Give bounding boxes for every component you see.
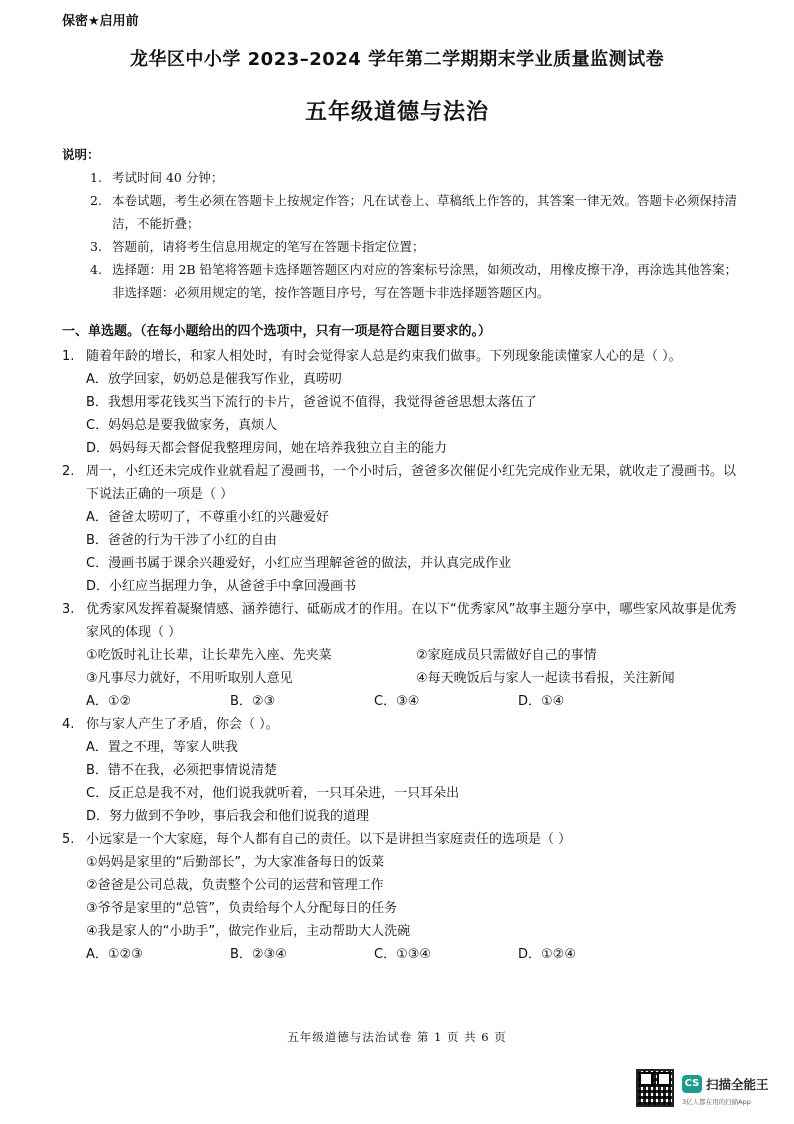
instruction-number: 3.	[90, 239, 102, 254]
option-b: B．错不在我，必须把事情说清楚	[86, 763, 277, 778]
statement-3: ③爷爷是家里的“总管”，负责给每个人分配每日的任务	[86, 901, 398, 916]
statement-4: ④我是家人的“小助手”，做完作业后，主动帮助大人洗碗	[86, 924, 411, 939]
question-3	[62, 598, 742, 644]
option-a: A．置之不理，等家人哄我	[86, 740, 238, 755]
choice-d: D．①④	[518, 694, 565, 709]
camscanner-logo-icon: CS	[682, 1075, 702, 1093]
option-a: A．放学回家，奶奶总是催我写作业，真唠叨	[86, 372, 342, 387]
question-1	[62, 345, 742, 368]
choice-a: A．①②③	[86, 947, 143, 962]
question-number: 3.	[62, 602, 75, 617]
statement-1: ①妈妈是家里的“后勤部长”，为大家准备每日的饭菜	[86, 855, 385, 870]
instruction-number: 4.	[90, 262, 102, 277]
statement-row	[62, 644, 742, 667]
question-number: 1.	[62, 349, 75, 364]
option-d: D．妈妈每天都会督促我整理房间，她在培养我独立自主的能力	[86, 441, 448, 456]
question-stem: 小远家是一个大家庭，每个人都有自己的责任。以下是讲担当家庭责任的选项是（ ）	[86, 832, 572, 847]
instruction-item	[62, 235, 742, 258]
statement-4: ④每天晚饭后与家人一起读书看报，关注新闻	[416, 671, 675, 686]
instructions-heading: 说明：	[62, 147, 100, 162]
option-c: C．漫画书属于课余兴趣爱好，小红应当理解爸爸的做法，并认真完成作业	[86, 556, 512, 571]
statement-3: ③凡事尽力就好，不用听取别人意见	[86, 671, 293, 686]
question-number: 5.	[62, 832, 75, 847]
instruction-text: 选择题：用 2B 铅笔将答题卡选择题答题区内对应的答案标号涂黑，如须改动，用橡皮擦干净，再涂选其他答案；非选择题：必须用规定的笔，按作答题目序号，写在答题卡非选择题答题区内。	[112, 262, 738, 300]
instructions	[62, 143, 742, 304]
choice-c: C．③④	[374, 694, 420, 709]
watermark-app-name: 扫描全能王	[706, 1077, 769, 1092]
choice-d: D．①②④	[518, 947, 576, 962]
choice-c: C．①③④	[374, 947, 432, 962]
question-5	[62, 828, 742, 851]
page-footer: 五年级道德与法治试卷 第 1 页 共 6 页	[287, 1030, 507, 1044]
confidential-label: 保密★启用前	[62, 14, 139, 29]
question-number: 2.	[62, 464, 75, 479]
option-b: B．我想用零花钱买当下流行的卡片，爸爸说不值得，我觉得爸爸思想太落伍了	[86, 395, 537, 410]
question-2	[62, 460, 742, 506]
instruction-text: 考试时间 40 分钟；	[112, 170, 224, 185]
statement-2: ②爸爸是公司总裁，负责整个公司的运营和管理工作	[86, 878, 384, 893]
question-4	[62, 713, 742, 736]
qr-code-icon	[636, 1069, 674, 1107]
instruction-number: 2.	[90, 193, 102, 208]
question-stem: 随着年龄的增长，和家人相处时，有时会觉得家人总是约束我们做事。下列现象能读懂家人心的是（ ）。	[86, 349, 682, 364]
question-list	[62, 345, 742, 966]
option-d: D．努力做到不争吵，事后我会和他们说我的道理	[86, 809, 370, 824]
option-c: C．反正总是我不对，他们说我就听着，一只耳朵进，一只耳朵出	[86, 786, 460, 801]
question-number: 4.	[62, 717, 75, 732]
instruction-text: 答题前，请将考生信息用规定的笔写在答题卡指定位置；	[112, 239, 425, 254]
choice-row	[62, 943, 742, 966]
choice-a: A．①②	[86, 694, 132, 709]
choice-row	[62, 690, 742, 713]
question-stem: 你与家人产生了矛盾，你会（ ）。	[86, 717, 279, 732]
choice-b: B．②③④	[230, 947, 287, 962]
section-heading: 一、单选题。（在每小题给出的四个选项中，只有一项是符合题目要求的。）	[62, 324, 492, 339]
instruction-number: 1.	[90, 170, 102, 185]
statement-row	[62, 667, 742, 690]
option-b: B．爸爸的行为干涉了小红的自由	[86, 533, 277, 548]
instruction-item	[62, 189, 742, 235]
statement-1: ①吃饭时礼让长辈，让长辈先入座、先夹菜	[86, 648, 332, 663]
choice-b: B．②③	[230, 694, 276, 709]
option-d: D．小红应当据理力争，从爸爸手中拿回漫画书	[86, 579, 357, 594]
option-c: C．妈妈总是要我做家务，真烦人	[86, 418, 278, 433]
option-a: A．爸爸太唠叨了，不尊重小红的兴趣爱好	[86, 510, 329, 525]
exam-title: 龙华区中小学 2023–2024 学年第二学期期末学业质量监测试卷	[129, 49, 665, 70]
instruction-item	[62, 166, 742, 189]
instruction-item	[62, 258, 742, 304]
subject-title: 五年级道德与法治	[304, 100, 489, 125]
question-stem: 周一，小红还未完成作业就看起了漫画书，一个小时后，爸爸多次催促小红先完成作业无果，就收走了漫画书。以下说法正确的一项是（ ）	[86, 464, 737, 502]
instruction-text: 本卷试题，考生必须在答题卡上按规定作答；凡在试卷上、草稿纸上作答的，其答案一律无效。答题卡必须保持清洁，不能折叠；	[112, 193, 738, 231]
watermark-tagline: 3亿人都在用的扫描App	[682, 1098, 751, 1106]
question-stem: 优秀家风发挥着凝聚情感、涵养德行、砥砺成才的作用。在以下“优秀家风”故事主题分享中，哪些家风故事是优秀家风的体现（ ）	[86, 602, 737, 640]
statement-2: ②家庭成员只需做好自己的事情	[416, 648, 597, 663]
